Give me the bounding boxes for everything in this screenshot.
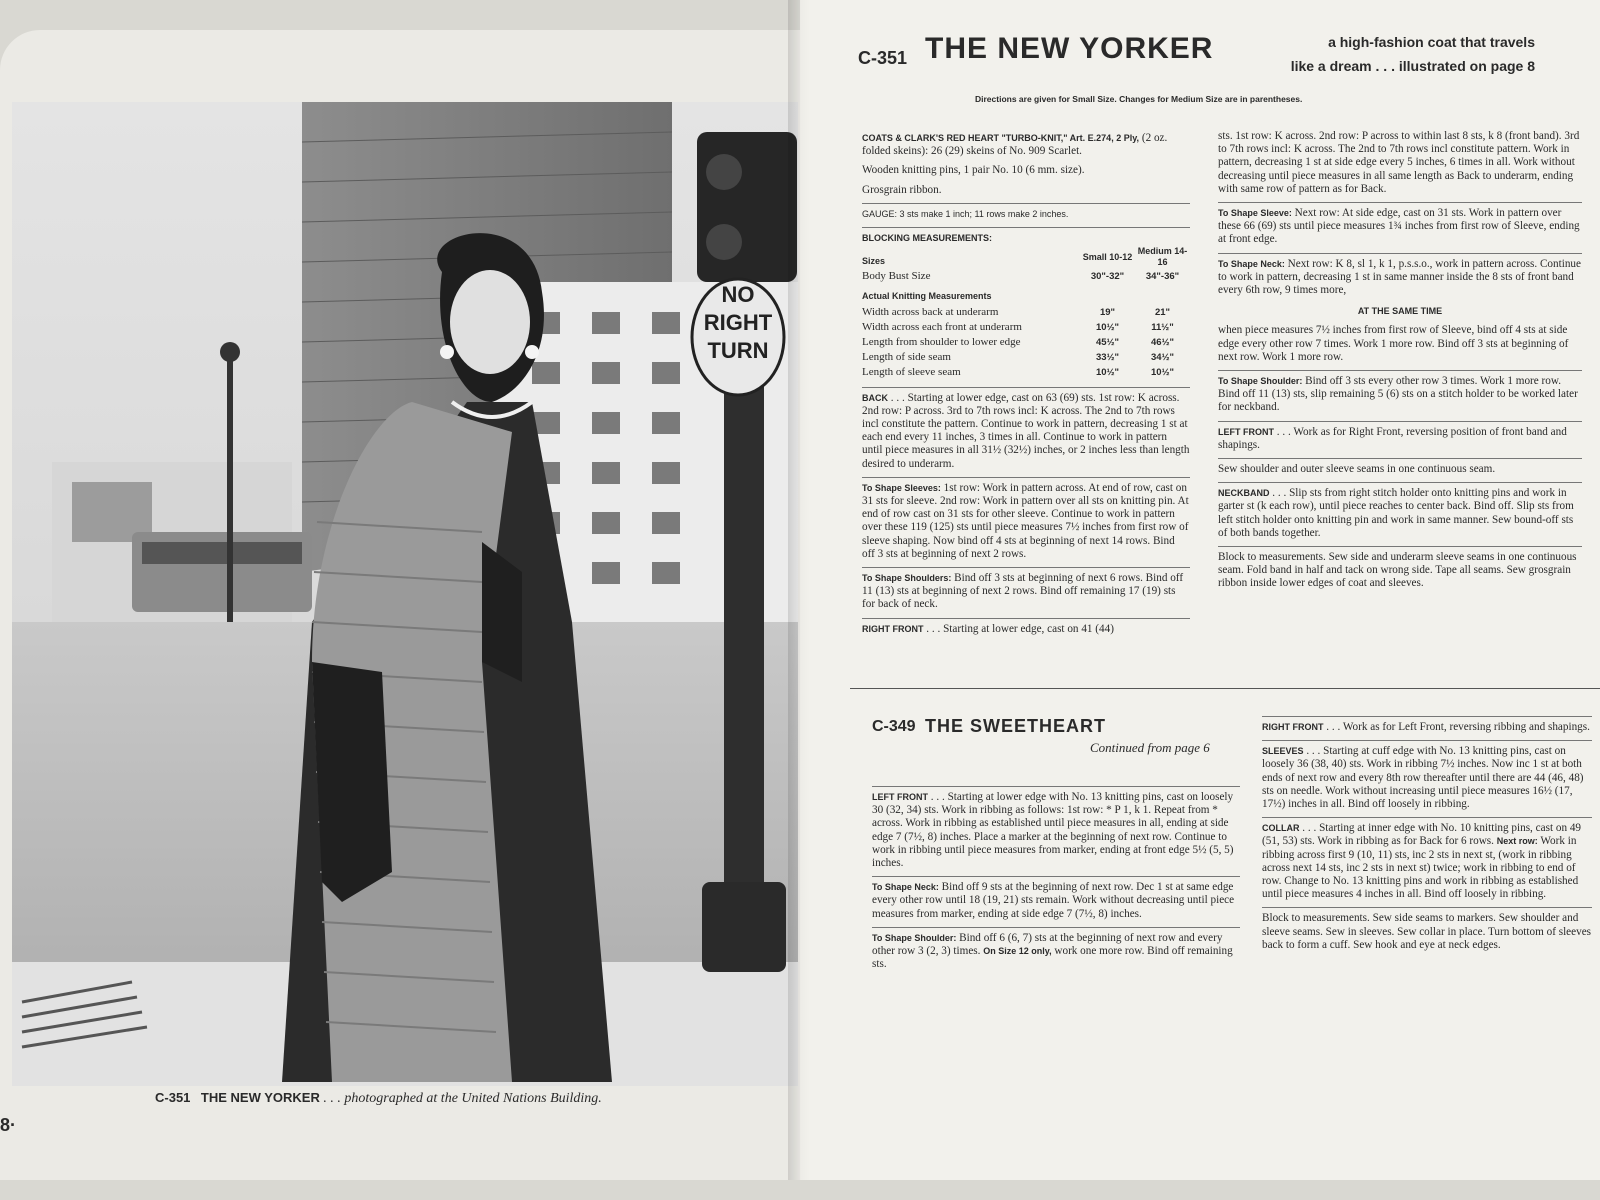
- materials-label: COATS & CLARK'S RED HEART "TURBO-KNIT," Art. E.274, 2 Ply,: [862, 133, 1140, 143]
- caption-code: C-351: [155, 1090, 191, 1105]
- pattern-tagline: [1195, 30, 1535, 78]
- neckband-text: . . . Slip sts from right stitch holder onto knitting pins and work in garter st (k each row), until piece reaches to center back. Bind off. Slip sts from left stitch holder onto knitting pin and work in same manner. Sew bound-off sts of both bands together.: [1218, 487, 1574, 539]
- sw-neck-label: To Shape Neck:: [872, 882, 939, 893]
- back-text: . . . Starting at lower edge, cast on 63 (69) sts. 1st row: K across. 2nd row: P across. 3rd to 7th rows incl: K across. The 2nd to 7th rows incl constitute the pattern. Continue to work in pattern, decreasing 1 st at each end every 11 inches, 3 times in all. Continue to work in pattern until piece measures in all 31½ (32½) inches, or 2 inches less than length desired to underarm.: [862, 391, 1190, 470]
- caption-name: THE NEW YORKER: [200, 1090, 320, 1105]
- measurement-label: Length of side seam: [862, 351, 951, 364]
- sw-left-front-label: LEFT FRONT: [872, 792, 928, 802]
- shoulders-label: To Shape Shoulders:: [862, 573, 952, 584]
- sleeves-label: To Shape Sleeves:: [862, 482, 941, 493]
- sw-block-text: Block to measurements. Sew side seams to markers. Sew shoulder and sleeve seams. Sew in sleeves. Sew collar in place. Turn bottom of sleeves back to form a cuff. Sew hook and eye at neck edges.: [1262, 907, 1592, 952]
- sw-collar-text: . . . Starting at inner edge with No. 10 knitting pins, cast on 49 (51, 53) sts. Work in ribbing as for Back for 6 rows.: [1262, 822, 1582, 848]
- sleeves-section: [862, 477, 1190, 561]
- sw-next-row-label: Next row:: [1496, 836, 1538, 847]
- neckband-label: NECKBAND: [1218, 488, 1270, 499]
- measurement-small: 10½": [1096, 321, 1119, 333]
- sew-text: Sew shoulder and outer sleeve seams in one continuous seam.: [1218, 458, 1582, 476]
- sw-left-front-section: [872, 786, 1240, 870]
- size-directions: Directions are given for Small Size. Changes for Medium Size are in parentheses.: [975, 94, 1303, 104]
- right-front-text: . . . Starting at lower edge, cast on 41 (44): [926, 622, 1114, 635]
- back-label: BACK: [862, 392, 888, 403]
- same-time-label: AT THE SAME TIME: [1357, 306, 1443, 317]
- sw-left-front-text: . . . Starting at lower edge with No. 13 knitting pins, cast on loosely 30 (32, 34) sts. Work in ribbing as follows: 1st row: * P 1, k 1. Repeat from * across. Work in ribbing as established until piece measures in all, ending at side edge 7 (7½, 8) inches. Place a marker at the beginning of next row. Continue to work in ribbing until piece measures from marker, ending at front edge 5½ (5, 5) inches.: [872, 791, 1234, 870]
- sw-shoulder-text: Bind off 6 (6, 7) sts at the beginning of next row and every other row 3 (2, 3) times.: [872, 931, 1223, 958]
- sign-text-2: RIGHT: [703, 310, 773, 335]
- photo-caption: [155, 1090, 602, 1107]
- neck-label: To Shape Neck:: [1218, 258, 1285, 269]
- left-front-label: LEFT FRONT: [1218, 426, 1274, 437]
- measurement-medium: 46½": [1151, 337, 1174, 349]
- photo-illustration: [12, 102, 798, 1086]
- table-row: [862, 350, 1190, 365]
- body-bust-small: 30"-32": [1090, 271, 1125, 283]
- sw-neck-text: Bind off 9 sts at the beginning of next row. Dec 1 st at same edge every other row until 18 (19, 21) sts remain. Work without decreasing until piece measures from marker, ending at side edge 7 (7½, 8) inches.: [872, 881, 1235, 920]
- right-front-section: [862, 618, 1190, 636]
- left-front-section: [1218, 421, 1582, 452]
- sleeve-label: To Shape Sleeve:: [1218, 208, 1292, 219]
- left-page: [0, 30, 800, 1180]
- sw-right-front-label: RIGHT FRONT: [1262, 722, 1324, 732]
- shoulders-section: [862, 567, 1190, 612]
- table-row: [862, 320, 1190, 335]
- size-header-small: Small 10-12: [1082, 251, 1133, 262]
- sw-collar-text-2: Work in ribbing across first 9 (10, 11) sts, inc 2 sts in next st, (work in ribbing across next 14 sts, inc 2 sts in next st) twice; work in ribbing to end of row. Change to No. 13 knitting pins and work in ribbing as established until piece measures 4 inches in all. Bind off loosely in ribbing.: [1262, 835, 1579, 901]
- back-section: [862, 387, 1190, 471]
- sleeve-text: Next row: At side edge, cast on 31 sts. Work in pattern over these 66 (69) sts until piece measures 1¾ inches from first row of Sleeve, ending at front edge.: [1218, 207, 1580, 246]
- ribbon-text: Grosgrain ribbon.: [862, 183, 942, 196]
- neck-text: Next row: K 8, sl 1, k 1, p.s.s.o., work in pattern across. Continue to work in pattern, decreasing 1 st in same manner inside the 8 sts of front band every 6th row, 9 times more,: [1218, 257, 1581, 297]
- photo-new-yorker: [12, 102, 798, 1086]
- table-row: [862, 284, 1190, 304]
- caption-text: . . . photographed at the United Nations Building.: [323, 1091, 602, 1106]
- sw-sleeves-label: SLEEVES: [1262, 746, 1304, 757]
- measurement-medium: 21": [1154, 306, 1171, 318]
- gauge-text: GAUGE: 3 sts make 1 inch; 11 rows make 2 inches.: [862, 203, 1190, 221]
- sign-text-3: TURN: [707, 338, 769, 363]
- sweetheart-column-2: [1262, 716, 1592, 958]
- left-front-text: . . . Work as for Right Front, reversing position of front band and shapings.: [1218, 425, 1567, 451]
- sweetheart-column-1: [872, 786, 1240, 977]
- right-front-continued: sts. 1st row: K across. 2nd row: P across to within last 8 sts, k 8 (front band). 3rd to 7th rows incl: K across. The 2nd to 7th rows incl constitute pattern. Work in pattern, decreasing 1 st at side edge every 5 inches, 6 times in all. Work without decreasing until piece measures in all same length as Back to underarm, ending with same row of pattern as for Back.: [1218, 130, 1580, 195]
- sw-sleeves-section: [1262, 740, 1592, 811]
- size-header-medium: Medium 14-16: [1137, 246, 1188, 268]
- new-yorker-column-1: [862, 132, 1190, 642]
- neck-section: [1218, 253, 1582, 298]
- shoulder-label: To Shape Shoulder:: [1218, 376, 1303, 387]
- measurement-label: Length from shoulder to lower edge: [862, 336, 1021, 349]
- continued-note: Continued from page 6: [1090, 740, 1210, 755]
- sw-right-front-section: [1262, 716, 1592, 734]
- tagline-line-2: like a dream . . . illustrated on page 8: [1290, 58, 1535, 74]
- block-text: Block to measurements. Sew side and underarm sleeve seams in one continuous seam. Fold band in half and tack on wrong side. Tape all seams. Sew grosgrain ribbon inside lower edges of coat and sleeves.: [1218, 546, 1582, 591]
- new-yorker-column-2: [1218, 130, 1582, 597]
- sw-shoulder-text-2: work one more row. Bind off remaining sts.: [872, 945, 1233, 971]
- measurements-table: [862, 245, 1190, 380]
- sign-text-1: NO: [721, 282, 755, 307]
- sweetheart-code: C-349: [872, 718, 916, 735]
- actual-measurements-label: Actual Knitting Measurements: [862, 291, 992, 302]
- table-row: [862, 245, 1190, 269]
- pins-text: Wooden knitting pins, 1 pair No. 10 (6 mm. size).: [862, 164, 1085, 177]
- measurement-medium: 10½": [1151, 367, 1174, 379]
- sizes-label: Sizes: [862, 256, 886, 267]
- measurement-small: 19": [1099, 306, 1116, 318]
- measurement-small: 45½": [1096, 337, 1119, 349]
- materials: [862, 132, 1190, 158]
- right-front-label: RIGHT FRONT: [862, 623, 924, 634]
- shoulder-text: Bind off 3 sts every other row 3 times. Work 1 more row. Bind off 11 (13) sts, slip remaining 5 (6) sts on a stitch holder to be worked later for neckband.: [1218, 375, 1578, 414]
- shoulder-section: [1218, 370, 1582, 415]
- sweetheart-title: THE SWEETHEART: [925, 716, 1107, 736]
- page-number: 8·: [0, 1115, 17, 1135]
- section-divider: [850, 688, 1600, 689]
- materials-text: (2 oz. folded skeins): 26 (29) skeins of No. 909 Scarlet.: [862, 132, 1168, 158]
- blocking-label: BLOCKING MEASUREMENTS:: [862, 233, 992, 244]
- body-bust-label: Body Bust Size: [862, 270, 931, 283]
- neckband-section: [1218, 482, 1582, 540]
- sw-right-front-text: . . . Work as for Left Front, reversing ribbing and shapings.: [1326, 721, 1590, 733]
- tagline-line-1: a high-fashion coat that travels: [1328, 34, 1535, 50]
- measurement-small: 33½": [1096, 352, 1119, 364]
- sw-sleeves-text: . . . Starting at cuff edge with No. 13 knitting pins, cast on loosely 36 (38, 40) sts. Work in ribbing 7½ inches. Now inc 1 st at both ends of next row and every 8th row thereafter until there are 44 (46, 48) sts on needle. Work without increasing until piece measures 16½ (17, 17½) inches in all. Bind off loosely in ribbing.: [1262, 745, 1584, 811]
- pattern-code: C-351: [858, 48, 908, 68]
- table-row: [862, 365, 1190, 380]
- page-gutter: [788, 0, 810, 1180]
- measurement-label: Length of sleeve seam: [862, 366, 961, 379]
- sw-collar-label: COLLAR: [1262, 823, 1300, 834]
- measurement-medium: 34½": [1151, 352, 1174, 364]
- sleeve-section: [1218, 202, 1582, 247]
- shoulders-text: Bind off 3 sts at beginning of next 6 rows. Bind off 11 (13) sts at beginning of next 2 rows. Bind off remaining 17 (19) sts for back of neck.: [862, 572, 1184, 611]
- body-bust-medium: 34"-36": [1145, 271, 1180, 283]
- measurement-label: Width across back at underarm: [862, 305, 999, 318]
- blocking-measurements: [862, 227, 1190, 381]
- sw-shoulder-label: To Shape Shoulder:: [872, 932, 957, 943]
- sw-collar-section: [1262, 817, 1592, 901]
- sw-size12-label: On Size 12 only,: [983, 946, 1052, 957]
- sw-neck-section: [872, 876, 1240, 921]
- sleeves-text: 1st row: Work in pattern across. At end of row, cast on 31 sts for sleeve. 2nd row: Work in pattern over all sts on knitting pin. At end of row cast on 31 sts for other sleeve. Continue to work in pattern over these 119 (125) sts until piece measures 7½ inches from first row of sleeve shaping. Now bind off 4 sts at beginning of next 14 rows. Bind off 3 sts at beginning of next 2 rows.: [862, 481, 1189, 560]
- table-row: [862, 305, 1190, 320]
- table-row: [862, 269, 1190, 284]
- sw-shoulder-section: [872, 927, 1240, 972]
- pattern-title: THE NEW YORKER: [925, 32, 1214, 65]
- same-time-text: when piece measures 7½ inches from first row of Sleeve, bind off 4 sts at side edge every other row 7 times. Work 1 more row. Bind off 3 sts at beginning of next row. Work 1 more row.: [1218, 324, 1569, 363]
- measurement-label: Width across each front at underarm: [862, 320, 1022, 333]
- table-row: [862, 335, 1190, 350]
- measurement-medium: 11½": [1151, 321, 1174, 333]
- measurement-small: 10½": [1096, 367, 1119, 379]
